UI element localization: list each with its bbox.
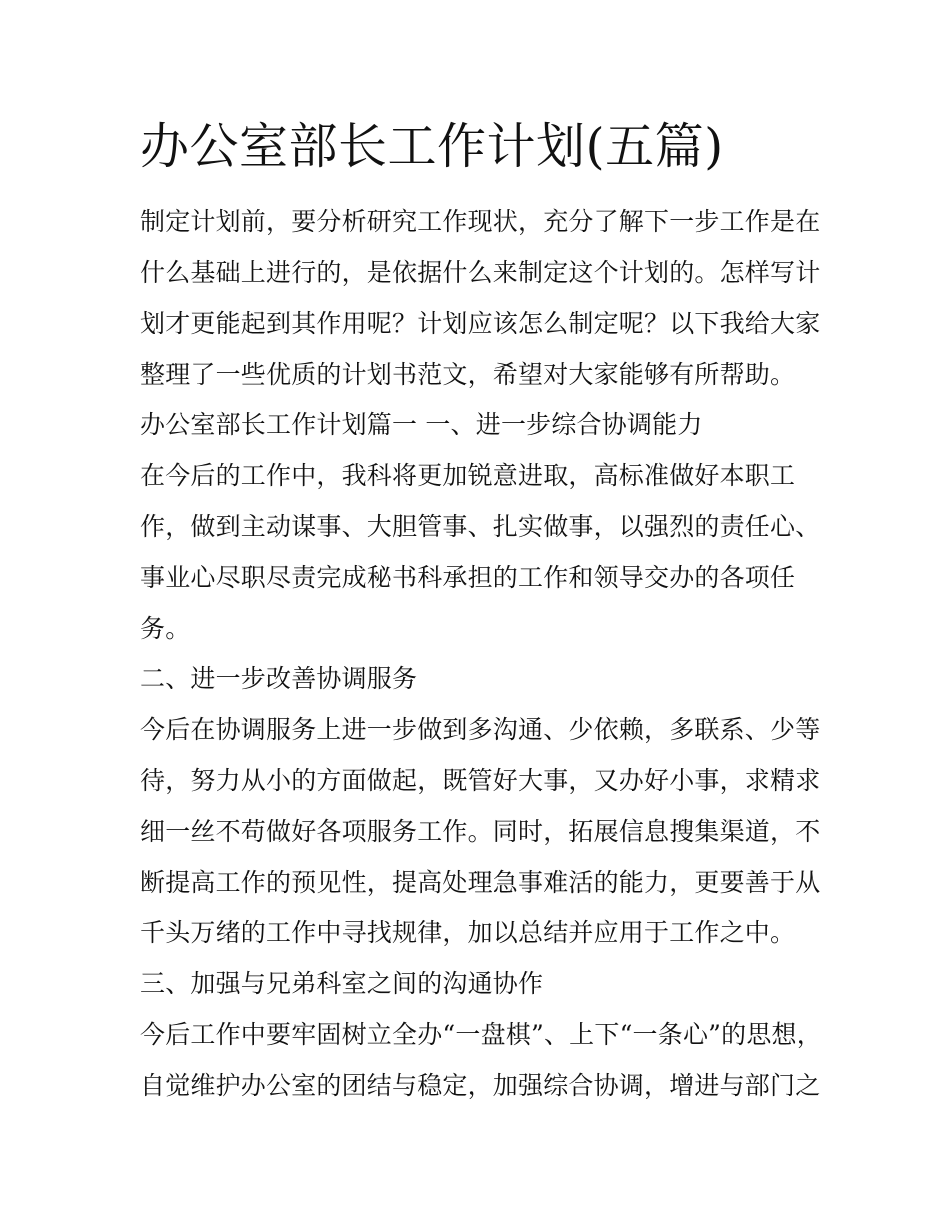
paragraph-line: 自觉维护办公室的团结与稳定，加强综合协调，增进与部门之 [140,1071,821,1100]
paragraph-line: 划才更能起到其作用呢？计划应该怎么制定呢？以下我给大家 [140,309,821,338]
paragraph-line: 千头万绪的工作中寻找规律，加以总结并应用于工作之中。 [140,918,796,947]
paragraph-line: 今后工作中要牢固树立全办“一盘棋”、上下“一条心”的思想， [140,1020,822,1049]
paragraph-line: 务。 [140,614,191,643]
section-heading: 三、加强与兄弟科室之间的沟通协作 [140,969,544,998]
section-heading: 办公室部长工作计划篇一 一、进一步综合协调能力 [140,410,703,439]
document-title: 办公室部长工作计划(五篇) [140,118,724,175]
paragraph-line: 断提高工作的预见性，提高处理急事难活的能力，更要善于从 [140,868,821,897]
paragraph-line: 整理了一些优质的计划书范文，希望对大家能够有所帮助。 [140,360,796,389]
paragraph-line: 细一丝不苟做好各项服务工作。同时，拓展信息搜集渠道，不 [140,817,821,846]
paragraph-line: 作，做到主动谋事、大胆管事、扎实做事，以强烈的责任心、 [140,512,821,541]
paragraph-line: 待，努力从小的方面做起，既管好大事，又办好小事，求精求 [140,766,821,795]
paragraph-line: 今后在协调服务上进一步做到多沟通、少依赖，多联系、少等 [140,715,821,744]
paragraph-line: 在今后的工作中，我科将更加锐意进取，高标准做好本职工 [140,461,796,490]
paragraph-line: 事业心尽职尽责完成秘书科承担的工作和领导交办的各项任 [140,563,796,592]
paragraph-line: 制定计划前，要分析研究工作现状，充分了解下一步工作是在 [140,207,821,236]
paragraph-line: 什么基础上进行的，是依据什么来制定这个计划的。怎样写计 [140,258,821,287]
section-heading: 二、进一步改善协调服务 [140,664,418,693]
